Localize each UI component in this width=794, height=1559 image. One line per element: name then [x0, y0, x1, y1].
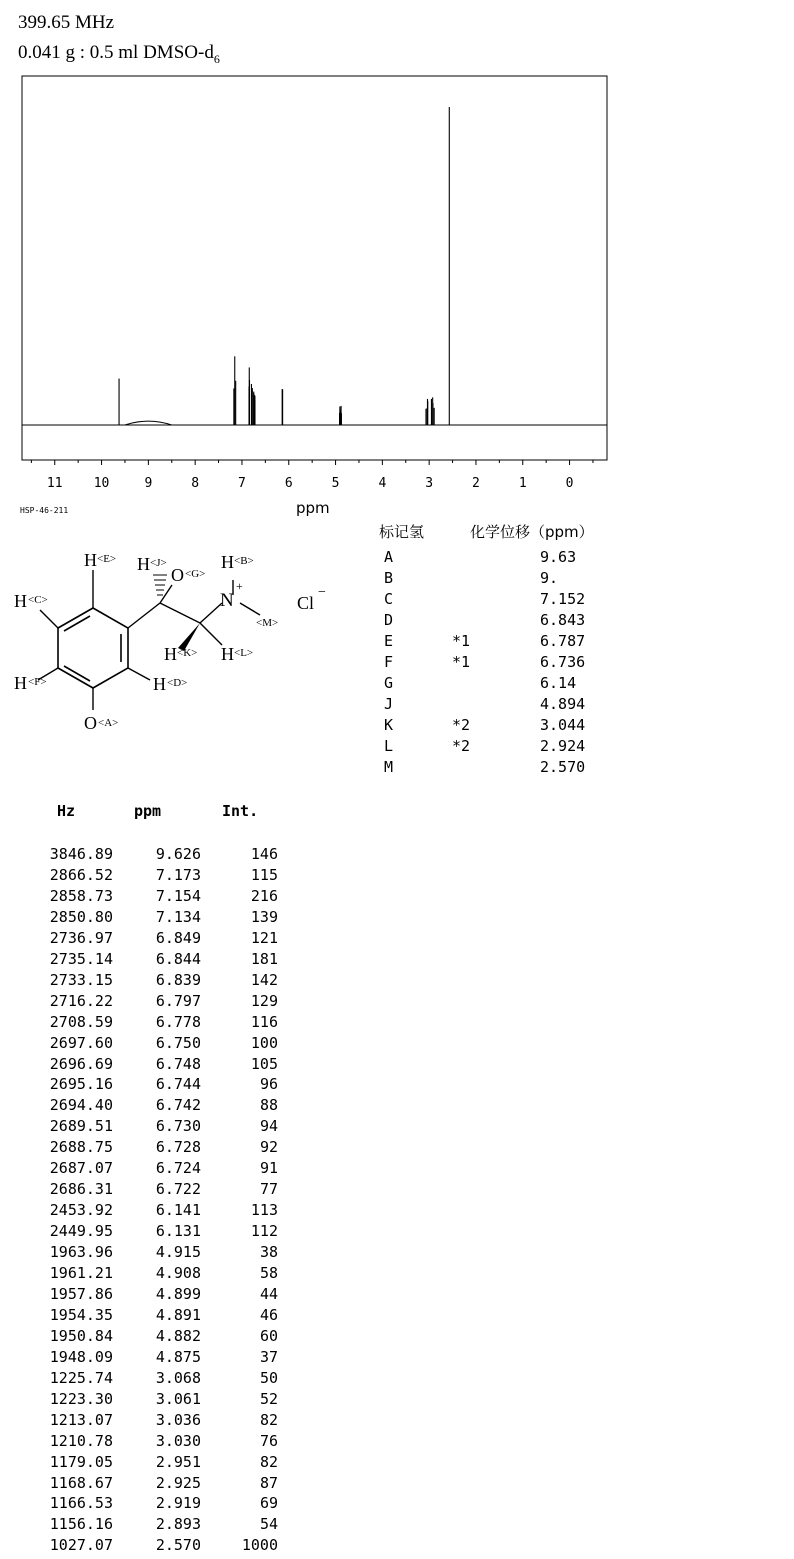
table-row — [20, 908, 290, 929]
tag-j: <J> — [150, 557, 167, 569]
peak-hz: 2850.80 — [49, 907, 113, 926]
x-tick-label: 2 — [472, 476, 480, 491]
peak-ppm: 3.061 — [155, 1389, 201, 1408]
table-row — [20, 1096, 290, 1117]
table-row — [20, 1264, 290, 1285]
atom-og: O — [171, 565, 184, 585]
assignment-ppm: 6.736 — [540, 653, 586, 671]
peak-hz: 2716.22 — [49, 991, 113, 1010]
peak-int: 58 — [259, 1264, 278, 1282]
tag-f: <F> — [28, 676, 47, 688]
atom-n: N — [220, 590, 234, 611]
peak-ppm: 7.173 — [155, 865, 201, 884]
assignment-label: C — [384, 590, 394, 608]
peak-hz: 1168.67 — [49, 1473, 113, 1492]
assignment-ppm: 9.63 — [540, 548, 577, 566]
peak-hz: 2696.69 — [49, 1054, 113, 1073]
peak-hz: 1210.78 — [49, 1431, 113, 1450]
assignment-label: F — [384, 653, 394, 671]
tag-l: <L> — [234, 647, 254, 659]
peak-int: 44 — [259, 1284, 278, 1303]
peak-hz: 2736.97 — [49, 928, 113, 947]
table-row — [20, 1327, 290, 1348]
table-row — [20, 1075, 290, 1096]
peak-hz: 1179.05 — [49, 1452, 113, 1471]
atom-hj: H — [137, 554, 150, 574]
peak-hz: 1950.84 — [49, 1326, 113, 1345]
peak-ppm: 2.893 — [155, 1515, 201, 1534]
peak-int: 92 — [259, 1138, 278, 1157]
assignment-ppm: 2.570 — [540, 758, 586, 776]
peak-hz: 2866.52 — [49, 865, 113, 884]
peak-hz: 1166.53 — [49, 1494, 113, 1513]
spectrum-code: HSP-46-211 — [20, 506, 69, 515]
peak-int: 46 — [259, 1305, 278, 1324]
sample-subscript: 6 — [213, 51, 220, 66]
assignment-row — [384, 758, 614, 779]
sample-prefix: 0.041 g : 0.5 ml DMSO-d — [18, 42, 214, 63]
assignment-note: *1 — [452, 653, 471, 671]
atom-cl: Cl — [297, 593, 315, 613]
table-row — [20, 1013, 290, 1034]
assignment-row — [384, 716, 614, 737]
x-tick-label: 8 — [191, 476, 200, 491]
assignment-row — [384, 569, 614, 590]
atom-oa: O — [84, 713, 97, 733]
assignment-ppm: 3.044 — [540, 716, 586, 734]
peak-int: 112 — [250, 1222, 278, 1241]
assignment-ppm: 2.924 — [540, 737, 586, 755]
assignment-label: L — [384, 737, 394, 755]
table-row — [20, 1515, 290, 1536]
bond-to-hl — [200, 623, 222, 645]
peak-int: 82 — [259, 1452, 278, 1471]
atom-hk: H — [164, 644, 177, 664]
plot-frame — [22, 76, 607, 460]
peak-ppm: 7.134 — [155, 907, 201, 926]
peak-int: 69 — [259, 1494, 278, 1513]
table-row — [20, 1432, 290, 1453]
assignment-label: E — [384, 632, 394, 650]
x-axis-ticks — [31, 460, 593, 491]
peak-ppm: 2.570 — [155, 1536, 201, 1555]
peak-hz: 2687.07 — [49, 1159, 113, 1178]
peak-int: 115 — [250, 865, 278, 884]
peak-hz: 3846.89 — [49, 845, 113, 863]
table-row — [20, 1180, 290, 1201]
assignment-ppm: 7.152 — [540, 590, 586, 608]
peak-ppm: 3.036 — [155, 1410, 201, 1429]
table-row — [20, 971, 290, 992]
nmr-spectrum-chart — [0, 0, 794, 540]
peak-int: 38 — [259, 1243, 278, 1262]
peak-int: 82 — [259, 1410, 278, 1429]
table-row — [20, 1453, 290, 1474]
tag-d: <D> — [167, 677, 188, 689]
peak-hz: 1954.35 — [49, 1305, 113, 1324]
x-tick-label: 1 — [518, 476, 527, 491]
assignment-row — [384, 632, 614, 653]
peak-ppm: 3.068 — [155, 1368, 201, 1387]
peak-ppm: 6.744 — [155, 1075, 201, 1094]
peak-int: 76 — [259, 1431, 278, 1450]
assignment-row — [384, 695, 614, 716]
peak-ppm: 3.030 — [155, 1431, 201, 1450]
assignment-ppm: 6.843 — [540, 611, 586, 629]
peak-hz: 2686.31 — [49, 1180, 113, 1199]
table-row — [20, 866, 290, 887]
chemical-structure — [0, 540, 360, 740]
benzene-ring — [58, 608, 128, 688]
table-row — [20, 1222, 290, 1243]
peak-hz: 2449.95 — [49, 1222, 113, 1241]
spectrometer-frequency: 399.65 MHz — [18, 12, 115, 33]
peak-int: 87 — [259, 1473, 278, 1492]
peak-ppm: 4.882 — [155, 1326, 201, 1345]
table-row — [20, 1348, 290, 1369]
peak-ppm: 6.141 — [155, 1201, 201, 1220]
assignment-label: D — [384, 611, 394, 629]
assignment-ppm: 9. — [540, 569, 559, 587]
atom-hb: H — [221, 552, 234, 572]
x-axis-label: ppm — [296, 499, 330, 517]
peak-int: 94 — [259, 1117, 278, 1136]
assignment-row — [384, 548, 614, 569]
table-row — [20, 1034, 290, 1055]
peak-int: 181 — [250, 949, 278, 968]
assignment-label: A — [384, 548, 394, 566]
peak-int: 216 — [250, 886, 278, 905]
assignment-row — [384, 590, 614, 611]
assignment-row — [384, 653, 614, 674]
table-row — [20, 887, 290, 908]
peak-ppm: 6.839 — [155, 970, 201, 989]
peak-ppm: 4.891 — [155, 1305, 201, 1324]
peak-int: 37 — [259, 1347, 278, 1366]
peak-int: 142 — [250, 970, 278, 989]
peak-hz: 2733.15 — [49, 970, 113, 989]
peak-int: 139 — [250, 907, 278, 926]
assignment-header-shift: 化学位移（ppm） — [470, 523, 594, 541]
peak-ppm: 6.131 — [155, 1222, 201, 1241]
peak-int: 54 — [259, 1515, 278, 1534]
assignment-note: *2 — [452, 737, 471, 755]
table-row — [20, 929, 290, 950]
peak-ppm: 6.724 — [155, 1159, 201, 1178]
broad-peak — [125, 421, 172, 425]
tag-b: <B> — [234, 555, 254, 567]
peak-int: 96 — [259, 1075, 278, 1094]
table-row — [20, 1243, 290, 1264]
peak-ppm: 2.951 — [155, 1452, 201, 1471]
peak-hz: 2708.59 — [49, 1012, 113, 1031]
table-row — [20, 1369, 290, 1390]
peak-int: 146 — [250, 845, 278, 863]
peak-hz: 1225.74 — [49, 1368, 113, 1387]
x-tick-label: 11 — [46, 476, 63, 491]
peak-hz: 1948.09 — [49, 1347, 113, 1366]
assignment-row — [384, 611, 614, 632]
peak-int: 129 — [250, 991, 278, 1010]
table-row — [20, 1055, 290, 1076]
peak-int: 116 — [250, 1012, 278, 1031]
peak-hz: 2735.14 — [49, 949, 113, 968]
peak-int: 77 — [259, 1180, 278, 1199]
peak-hz: 1027.07 — [49, 1536, 113, 1555]
peak-ppm: 4.915 — [155, 1243, 201, 1262]
assignment-ppm: 6.787 — [540, 632, 586, 650]
x-tick-label: 0 — [565, 476, 574, 491]
assignment-ppm: 6.14 — [540, 674, 577, 692]
table-row — [20, 992, 290, 1013]
peak-hz: 2453.92 — [49, 1201, 113, 1220]
peak-header-int: Int. — [222, 802, 259, 820]
atom-he: H — [84, 550, 97, 570]
x-tick-label: 3 — [425, 476, 434, 491]
peak-int: 121 — [250, 928, 278, 947]
atom-hl: H — [221, 644, 234, 664]
peak-ppm: 6.748 — [155, 1054, 201, 1073]
assignment-ppm: 4.894 — [540, 695, 586, 713]
peak-ppm: 2.925 — [155, 1473, 201, 1492]
tag-e: <E> — [97, 553, 117, 565]
table-row — [20, 1474, 290, 1495]
peak-int: 60 — [259, 1326, 278, 1345]
charge-minus: − — [318, 585, 326, 600]
peak-ppm: 7.154 — [155, 886, 201, 905]
assignment-label: J — [384, 695, 394, 713]
assignment-header-label: 标记氢 — [379, 523, 425, 541]
peak-int: 100 — [250, 1033, 278, 1052]
table-row — [20, 1306, 290, 1327]
peak-hz: 2858.73 — [49, 886, 113, 905]
peak-ppm: 6.849 — [155, 928, 201, 947]
tag-a: <A> — [98, 717, 119, 729]
table-row — [20, 1494, 290, 1515]
hashed-wedge — [153, 575, 167, 595]
assignment-row — [384, 674, 614, 695]
peak-ppm: 6.778 — [155, 1012, 201, 1031]
peak-hz: 1223.30 — [49, 1389, 113, 1408]
peak-ppm: 6.742 — [155, 1096, 201, 1115]
peak-hz: 1963.96 — [49, 1243, 113, 1262]
assignment-label: K — [384, 716, 394, 734]
table-row — [20, 1536, 290, 1557]
table-row — [20, 1411, 290, 1432]
peak-int: 113 — [250, 1201, 278, 1220]
atom-hc: H — [14, 591, 27, 611]
tag-g: <G> — [185, 568, 206, 580]
charge-plus: + — [236, 579, 243, 593]
x-tick-label: 9 — [144, 476, 153, 491]
peak-ppm: 4.908 — [155, 1264, 201, 1282]
atom-hf: H — [14, 673, 27, 693]
tag-c: <C> — [28, 594, 48, 606]
table-row — [20, 1285, 290, 1306]
table-row — [20, 1138, 290, 1159]
table-row — [20, 1159, 290, 1180]
peak-int: 50 — [259, 1368, 278, 1387]
assignment-label: M — [384, 758, 394, 776]
assignment-row — [384, 737, 614, 758]
peak-ppm: 6.750 — [155, 1033, 201, 1052]
peak-ppm: 6.722 — [155, 1180, 201, 1199]
peaks-layer — [22, 107, 607, 425]
peak-ppm: 6.797 — [155, 991, 201, 1010]
table-row — [20, 845, 290, 866]
peak-int: 88 — [259, 1096, 278, 1115]
peak-hz: 2694.40 — [49, 1096, 113, 1115]
peak-hz: 1213.07 — [49, 1410, 113, 1429]
peak-ppm: 2.919 — [155, 1494, 201, 1513]
peak-int: 91 — [259, 1159, 278, 1178]
peak-hz: 2697.60 — [49, 1033, 113, 1052]
atom-hd: H — [153, 674, 166, 694]
assignment-note: *2 — [452, 716, 471, 734]
tag-k: <K> — [177, 647, 198, 659]
peak-hz: 2695.16 — [49, 1075, 113, 1094]
assignment-note: *1 — [452, 632, 471, 650]
x-tick-label: 6 — [284, 476, 293, 491]
peak-ppm: 4.875 — [155, 1347, 201, 1366]
tag-m: <M> — [256, 617, 279, 629]
peak-ppm: 6.844 — [155, 949, 201, 968]
x-tick-label: 7 — [238, 476, 246, 491]
peak-int: 1000 — [241, 1536, 278, 1555]
peak-int: 105 — [250, 1054, 278, 1073]
x-tick-label: 10 — [93, 476, 110, 491]
assignment-label: B — [384, 569, 394, 587]
x-tick-label: 4 — [378, 476, 387, 491]
table-row — [20, 1117, 290, 1138]
assignment-label: G — [384, 674, 394, 692]
peak-ppm: 6.730 — [155, 1117, 201, 1136]
x-tick-label: 5 — [331, 476, 340, 491]
table-row — [20, 1390, 290, 1411]
peak-ppm: 6.728 — [155, 1138, 201, 1157]
peak-hz: 1156.16 — [49, 1515, 113, 1534]
peak-int: 52 — [259, 1389, 278, 1408]
peak-ppm: 4.899 — [155, 1284, 201, 1303]
table-row — [20, 1201, 290, 1222]
peak-hz: 1957.86 — [49, 1284, 113, 1303]
peak-hz: 2689.51 — [49, 1117, 113, 1136]
peak-header-hz: Hz — [57, 802, 76, 820]
peak-hz: 2688.75 — [49, 1138, 113, 1157]
peak-hz: 1961.21 — [49, 1264, 113, 1282]
table-row — [20, 950, 290, 971]
peak-header-ppm: ppm — [134, 802, 162, 820]
peak-ppm: 9.626 — [155, 845, 201, 863]
